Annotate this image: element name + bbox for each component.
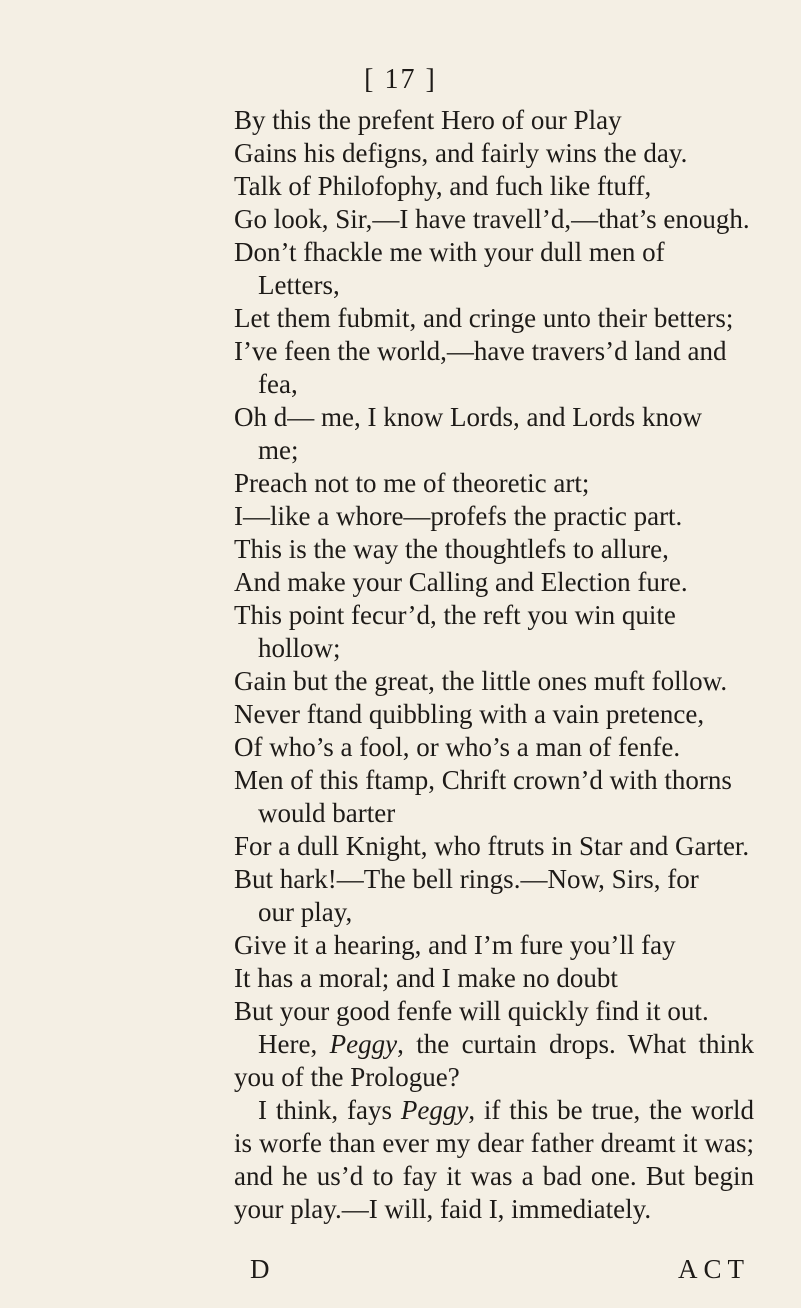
verse-line: me; [258, 435, 299, 465]
verse-line: Gains his defigns, and fairly wins the day. [234, 138, 688, 168]
verse-line: It has a moral; and I make no doubt [234, 963, 618, 993]
poem-body [234, 104, 754, 1226]
verse-line: But your good fenfe will quickly find it out. [234, 996, 709, 1026]
verse-line: would barter [258, 798, 396, 828]
verse-line: Letters, [258, 270, 340, 300]
verse-line: hollow; [258, 633, 341, 663]
verse-line: Gain but the great, the little ones muft follow. [234, 666, 728, 696]
verse-line: By this the prefent Hero of our Play [234, 105, 622, 135]
verse-line: fea, [258, 369, 298, 399]
verse-line: But hark!—The bell rings.—Now, Sirs, for [234, 864, 699, 894]
page-number: [ 17 ] [364, 64, 437, 95]
signature-mark: D [250, 1254, 270, 1284]
prose-paragraph: I think, fays Peggy, if this be true, the world is worfe than ever my dear father dreamt it was; and he us’d to fay it was a bad one. But begin your play.—I will, faid I, immediately. [234, 1095, 754, 1224]
verse-line: I’ve feen the world,—have travers’d land and [234, 336, 727, 366]
verse-line: Of who’s a fool, or who’s a man of fenfe. [234, 732, 681, 762]
catchword: ACT [678, 1254, 750, 1284]
verse-line: This is the way the thoughtlefs to allure, [234, 534, 669, 564]
prose-paragraph: Here, Peggy, the curtain drops. What think you of the Prologue? [234, 1029, 754, 1092]
verse-line: Let them fubmit, and cringe unto their betters; [234, 303, 734, 333]
catchwords [250, 1254, 750, 1285]
verse-line: I—like a whore—profefs the practic part. [234, 501, 683, 531]
verse-line: Talk of Philofophy, and fuch like ftuff, [234, 171, 652, 201]
verse-line: Never ftand quibbling with a vain pretence, [234, 699, 705, 729]
verse-line: Go look, Sir,—I have travell’d,—that’s enough. [234, 204, 750, 234]
verse-line: Men of this ftamp, Chrift crown’d with thorns [234, 765, 732, 795]
verse-line: Preach not to me of theoretic art; [234, 468, 590, 498]
verse-line: For a dull Knight, who ftruts in Star and Garter. [234, 831, 750, 861]
verse-line: our play, [258, 897, 353, 927]
verse-line: This point fecur’d, the reft you win quite [234, 600, 676, 630]
verse-line: Give it a hearing, and I’m fure you’ll fay [234, 930, 676, 960]
verse-line: And make your Calling and Election fure. [234, 567, 688, 597]
verse-line: Don’t fhackle me with your dull men of [234, 237, 665, 267]
verse-line: Oh d— me, I know Lords, and Lords know [234, 402, 702, 432]
